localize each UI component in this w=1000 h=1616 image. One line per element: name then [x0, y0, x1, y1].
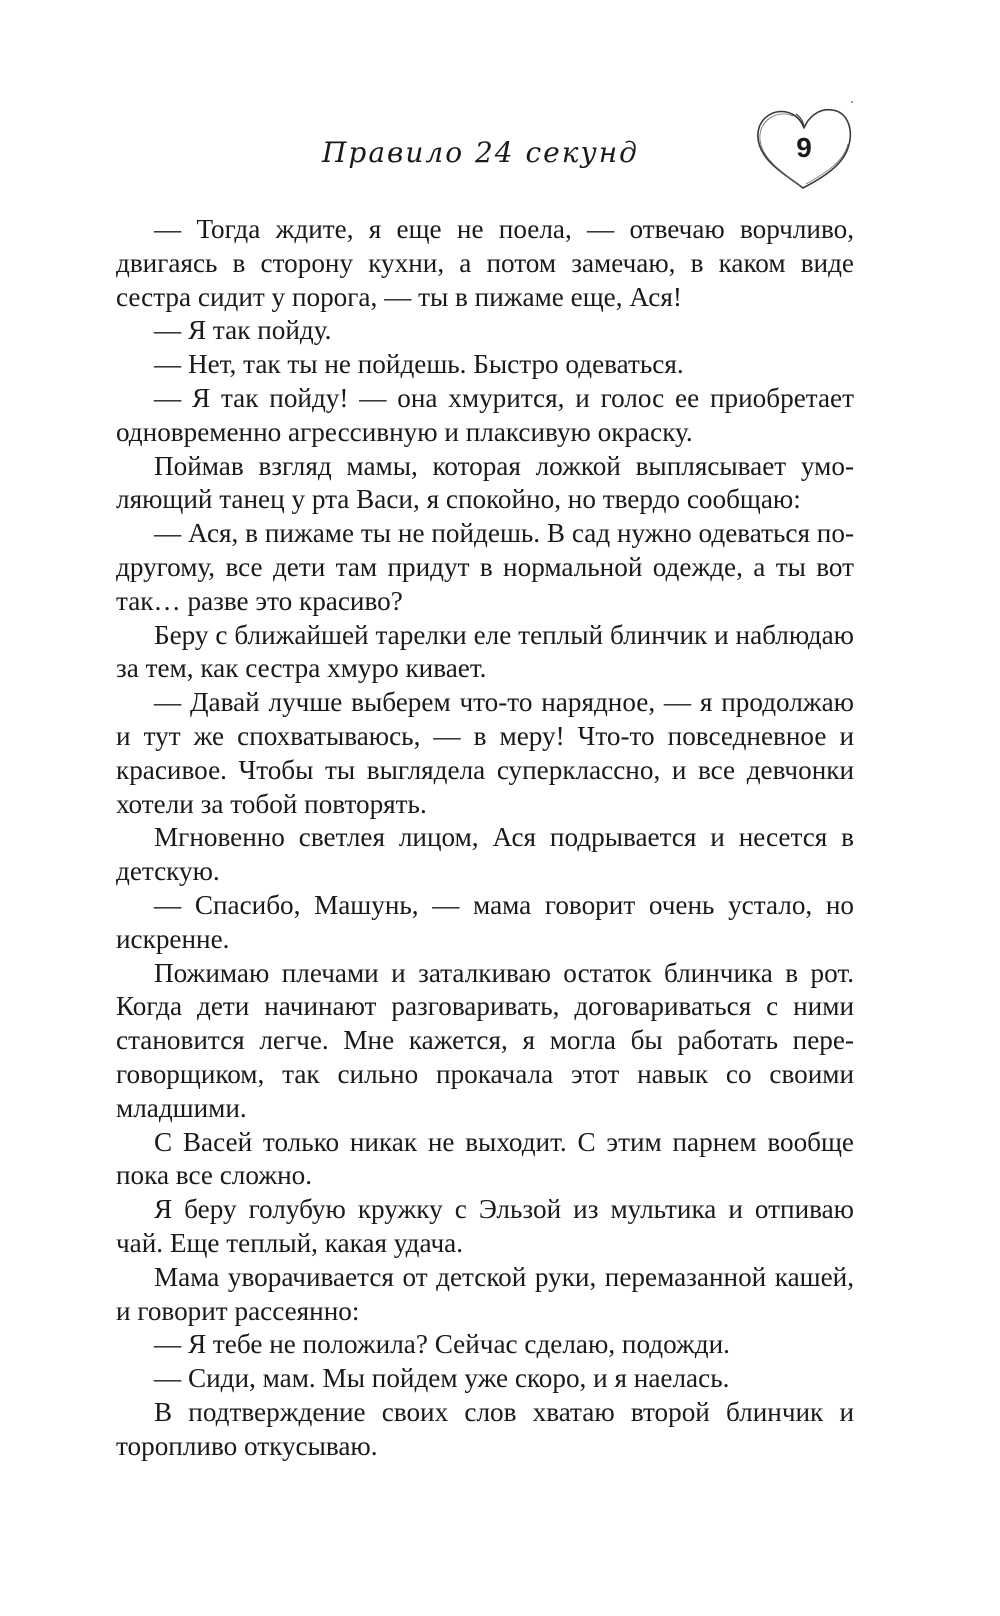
paragraph: — Сиди, мам. Мы пойдем уже скоро, и я наелась. — [154, 1363, 730, 1394]
paragraph: — Давай лучше выберем что-то нарядное, — я продолжаю и тут же спохватываюсь, — в меру! Что-то повседневное и красивое. Чтобы ты выглядела суперклассно, и все девчонки хотели за тобой повторять. — [116, 687, 854, 819]
paragraph: — Я тебе не положила? Сейчас сделаю, подожди. — [154, 1329, 730, 1360]
page-number: 9 — [796, 132, 812, 163]
paragraph: Беру с ближайшей тарелки еле теплый блинчик и наблюдаю за тем, как сестра хмуро кивает. — [116, 619, 854, 684]
paragraph: — Спасибо, Машунь, — мама говорит очень устало, но искренне. — [116, 889, 854, 954]
paragraph: — Ася, в пижаме ты не пойдешь. В сад нужно одеваться по-другому, все дети там придут в нормальной одежде, а ты вот так… разве это красиво? — [116, 518, 854, 616]
paragraph: — Я так пойду. — [154, 315, 332, 346]
paragraph: Я беру голубую кружку с Эльзой из мультика и отпиваю чай. Еще теплый, какая удача. — [116, 1194, 854, 1258]
paragraph: Мгновенно светлея лицом, Ася подрывается и несется в детскую. — [116, 822, 854, 887]
paragraph: — Нет, так ты не пойдешь. Быстро одеваться. — [154, 349, 684, 380]
running-title: Правило 24 секунд — [322, 136, 639, 169]
paragraph: — Я так пойду! — она хмурится, и голос ее приобретает одновременно агрессивную и плаксивую окраску. — [116, 382, 854, 447]
paragraph: С Васей только никак не выходит. С этим парнем вообще пока все сложно. — [116, 1126, 854, 1191]
paragraph: В подтверждение своих слов хватаю второй блинчик и торопливо откусываю. — [116, 1396, 854, 1461]
paragraph: Мама уворачивается от детской руки, перемазанной кашей, и говорит рассеянно: — [116, 1261, 854, 1326]
paragraph: — Тогда ждите, я еще не поела, — отвечаю ворчливо, двигаясь в сторону кухни, а потом замечаю, в каком виде сестра сидит у порога, — ты в пижаме еще, Ася! — [116, 214, 854, 312]
paragraph: Поймав взгляд мамы, которая ложкой выплясывает умоляющий танец у рта Васи, я спокойно, но твердо сообщаю: — [116, 450, 854, 515]
body-text — [116, 213, 854, 1463]
page-number-badge — [748, 100, 858, 200]
paragraph: Пожимаю плечами и заталкиваю остаток блинчика в рот. Когда дети начинают разговаривать, договариваться с ними становится легче. Мне кажется, я могла бы работать переговорщиком, так сильно прокачала этот навык со своими младшими. — [116, 957, 854, 1123]
